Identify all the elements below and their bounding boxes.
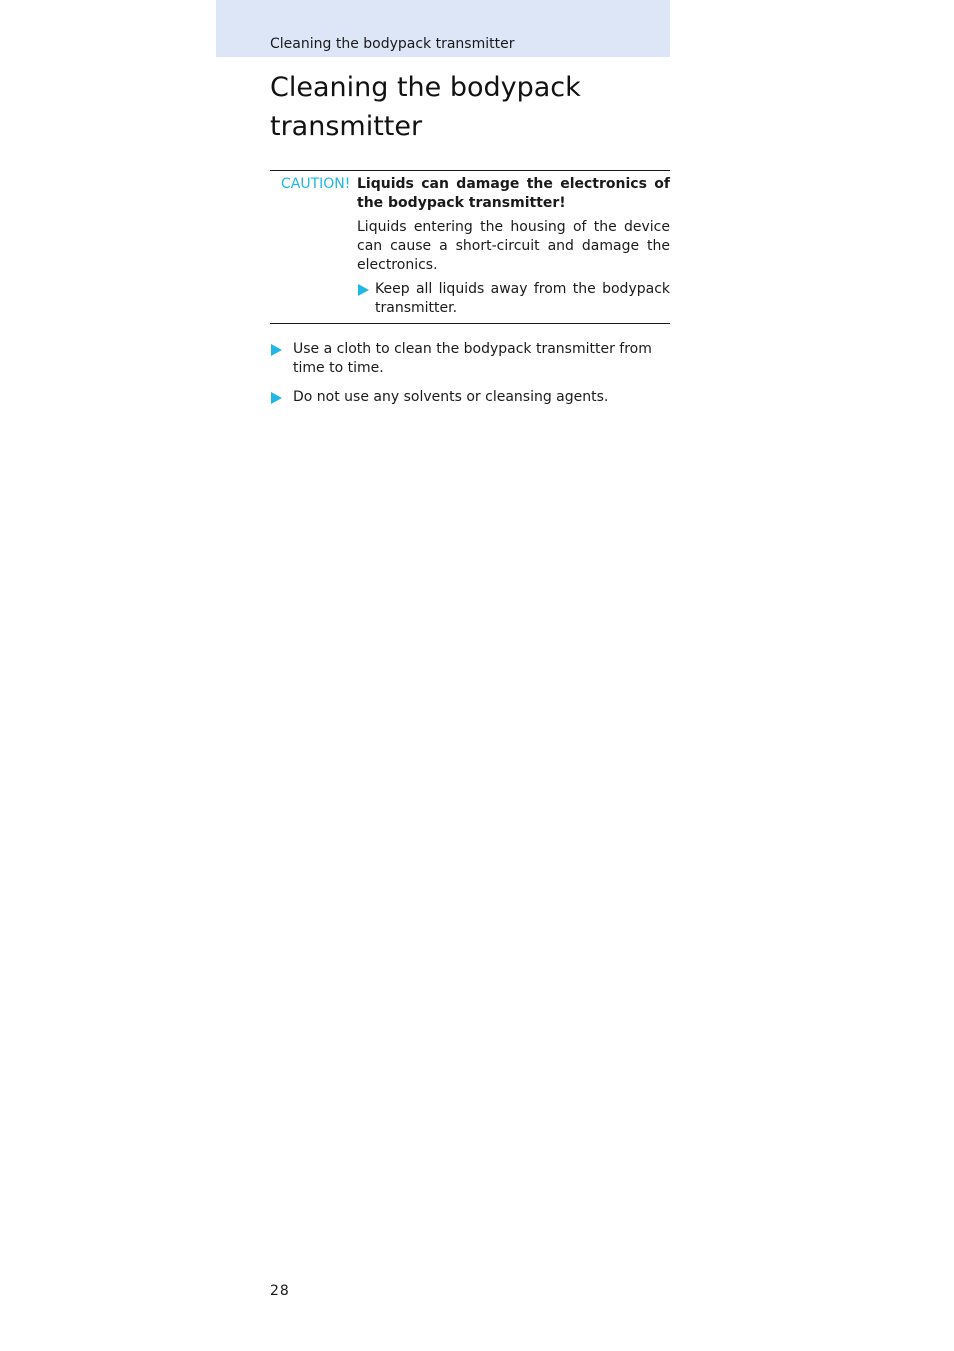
caution-step <box>357 280 670 318</box>
caution-notice <box>270 170 670 324</box>
caution-body <box>357 175 670 318</box>
page-number: 28 <box>270 1283 290 1299</box>
caution-text: Liquids entering the housing of the device can cause a short-circuit and damage the electronics. <box>357 219 670 273</box>
running-head: Cleaning the bodypack transmitter <box>270 36 515 52</box>
instruction-step <box>270 340 670 378</box>
triangle-right-icon <box>271 344 282 356</box>
page-title: Cleaning the bodypack transmitter <box>270 72 581 142</box>
instruction-step-text: Use a cloth to clean the bodypack transmitter from time to time. <box>293 341 652 376</box>
caution-step-text: Keep all liquids away from the bodypack transmitter. <box>375 281 670 316</box>
instruction-list <box>270 340 670 417</box>
instruction-step <box>270 388 670 407</box>
caution-label: CAUTION! <box>281 176 351 192</box>
triangle-right-icon <box>271 392 282 404</box>
instruction-step-text: Do not use any solvents or cleansing agents. <box>293 389 609 405</box>
triangle-right-icon <box>358 284 369 296</box>
caution-heading: Liquids can damage the electronics of the bodypack transmitter! <box>357 176 670 211</box>
